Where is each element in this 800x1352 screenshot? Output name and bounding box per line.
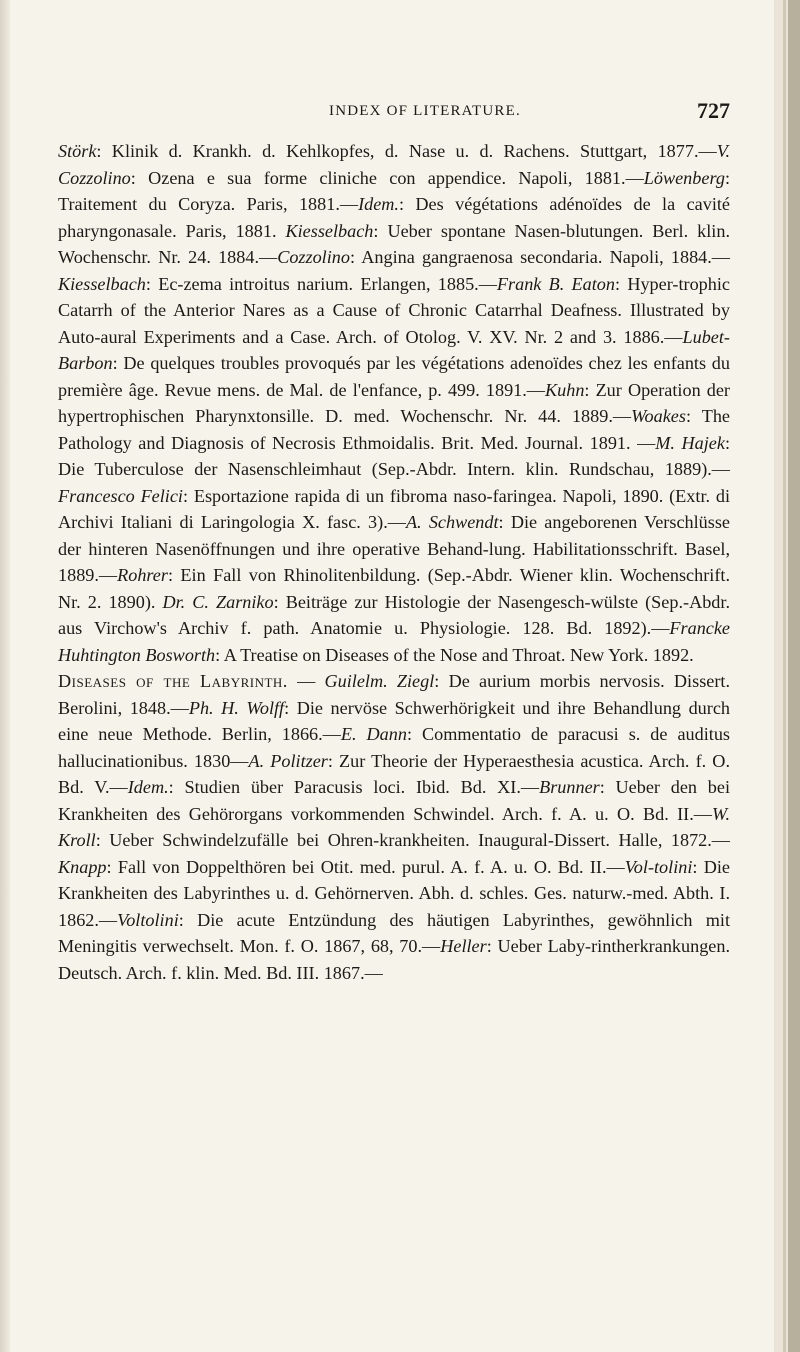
author-name: V. Cozzolino: [58, 141, 730, 188]
author-name: Idem.: [358, 194, 399, 214]
author-name: Ph. H. Wolff: [188, 697, 285, 718]
citation-text: : Esportazione rapida di un fibroma naso-faringea. Napoli, 1890. (Extr. di Archivi Italiani di Laringologia X. fasc. 3).—: [58, 485, 730, 532]
author-name: Lubet-Barbon: [58, 326, 730, 373]
author-name: Frank B. Eaton: [496, 273, 615, 294]
author-name: Knapp: [58, 856, 107, 877]
citation-text: : Des végétations adénoïdes de la cavité pharyngonasale. Paris, 1881.: [58, 194, 730, 241]
citation-text: : Ueber spontane Nasen-blutungen. Berl. klin. Wochenschr. Nr. 24. 1884.—: [58, 220, 730, 267]
citation-text: : Ueber den bei Krankheiten des Gehörorgans vorkommenden Schwindel. Arch. f. A. u. O. Bd. II.—: [58, 777, 731, 824]
author-name: E. Dann: [340, 724, 407, 744]
citation-text: : Zur Operation der hypertrophischen Pharynxtonsille. D. med. Wochenschr. Nr. 44. 1889.—: [58, 379, 730, 426]
author-name: Francesco Felici: [58, 485, 183, 506]
citation-text: : Zur Theorie der Hyperaesthesia acustica. Arch. f. O. Bd. V.—: [58, 750, 730, 797]
author-name: Brunner: [539, 777, 600, 797]
author-name: Cozzolino: [277, 247, 350, 267]
author-name: A. Politzer: [248, 750, 328, 771]
author-name: Woakes: [631, 406, 686, 426]
page-header: [120, 98, 730, 124]
citation-text: : Beiträge zur Histologie der Nasengesch-wülste (Sep.-Abdr. aus Virchow's Archiv f. path. Anatomie u. Physiologie. 128. Bd. 1892).—: [58, 591, 730, 638]
index-text: [58, 138, 730, 986]
citation-text: : The Pathology and Diagnosis of Necrosis Ethmoidalis. Brit. Med. Journal. 1891. —: [58, 406, 730, 453]
citation-text: —: [287, 671, 325, 691]
citation-text: : Fall von Doppelthören bei Otit. med. purul. A. f. A. u. O. Bd. II.—: [106, 856, 625, 877]
author-name: A. Schwendt: [405, 512, 499, 532]
author-name: Vol-tolini: [624, 856, 693, 877]
author-name: Guilelm. Ziegl: [324, 671, 435, 691]
author-name: Francke Huhtington Bosworth: [58, 618, 730, 665]
citation-text: : Die angeborenen Verschlüsse der hinteren Nasenöffnungen und ihre operative Behand-lung. Habilitationsschrift. Basel, 1889.—: [58, 512, 730, 585]
author-name: M. Hajek: [655, 432, 725, 453]
citation-text: : Die Tuberculose der Nasenschleimhaut (Sep.-Abdr. Intern. klin. Rundschau, 1889).—: [58, 432, 731, 479]
citation-text: : A Treatise on Diseases of the Nose and Throat. New York. 1892.: [215, 644, 694, 665]
citation-text: : Traitement du Coryza. Paris, 1881.—: [58, 167, 730, 214]
page-number: 727: [697, 98, 730, 123]
citation-text: : Ec-zema introitus narium. Erlangen, 1885.—: [145, 273, 497, 294]
author-name: Heller: [440, 936, 487, 956]
citation-text: : Die Krankheiten des Labyrinthes u. d. Gehörnerven. Abh. d. schles. Ges. naturw.-med. Abth. I. 1862.—: [58, 856, 730, 930]
author-name: Rohrer: [117, 565, 168, 585]
running-title: INDEX OF LITERATURE.: [329, 103, 521, 119]
citation-text: : Studien über Paracusis loci. Ibid. Bd. XI.—: [168, 777, 540, 797]
index-paragraph: [58, 668, 730, 986]
author-name: Störk: [58, 141, 97, 161]
section-heading: Diseases of the Labyrinth.: [58, 671, 288, 691]
citation-text: : De aurium morbis nervosis. Dissert. Berolini, 1848.—: [58, 671, 730, 718]
author-name: Kiesselbach: [58, 273, 146, 294]
author-name: Löwenberg: [643, 167, 725, 188]
citation-text: : Angina gangraenosa secondaria. Napoli, 1884.—: [349, 247, 730, 267]
citation-text: : Ein Fall von Rhinolitenbildung. (Sep.-Abdr. Wiener klin. Wochenschrift. Nr. 2. 1890).: [58, 565, 730, 612]
citation-text: : Ueber Schwindelzufälle bei Ohren-krankheiten. Inaugural-Dissert. Halle, 1872.—: [95, 830, 730, 850]
author-name: Dr. C. Zarniko: [162, 591, 274, 612]
author-name: Voltolini: [117, 909, 179, 930]
index-paragraph: [58, 138, 730, 668]
author-name: W. Kroll: [58, 803, 730, 850]
citation-text: : Die nervöse Schwerhörigkeit und ihre Behandlung durch eine neue Methode. Berlin, 1866.—: [58, 697, 730, 744]
author-name: Kuhn: [545, 379, 585, 400]
author-name: Kiesselbach: [285, 220, 374, 241]
citation-text: : Ozena e sua forme cliniche con appendice. Napoli, 1881.—: [130, 167, 644, 188]
citation-text: : Die acute Entzündung des häutigen Labyrinthes, gewöhnlich mit Meningitis verwechselt. Mon. f. O. 1867, 68, 70.—: [58, 909, 730, 956]
citation-text: : Commentatio de paracusi s. de auditus hallucinationibus. 1830—: [58, 724, 730, 771]
citation-text: : Klinik d. Krankh. d. Kehlkopfes, d. Nase u. d. Rachens. Stuttgart, 1877.—: [96, 141, 717, 161]
citation-text: : Ueber Laby-rintherkrankungen. Deutsch. Arch. f. klin. Med. Bd. III. 1867.—: [58, 936, 730, 983]
citation-text: : De quelques troubles provoqués par les végétations adenoïdes chez les enfants du première âge. Revue mens. de Mal. de l'enfance, p. 499. 1891.—: [58, 353, 730, 400]
author-name: Idem.: [127, 777, 169, 797]
citation-text: : Hyper-trophic Catarrh of the Anterior Nares as a Cause of Chronic Catarrhal Deafness. Illustrated by Auto-aural Experiments and a Case. Arch. of Otolog. V. XV. Nr. 2 and 3. 1886.—: [58, 273, 730, 347]
